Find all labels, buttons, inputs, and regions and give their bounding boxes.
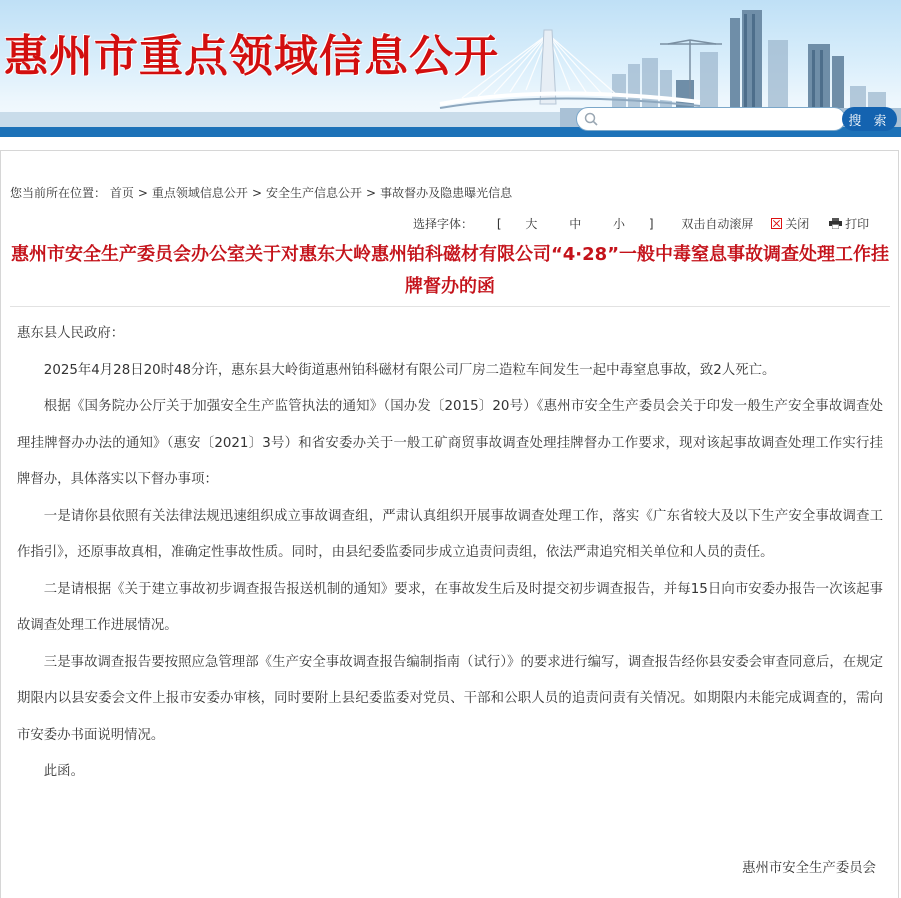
font-size-small[interactable]: 小: [613, 217, 626, 231]
font-size-medium[interactable]: 中: [569, 217, 582, 231]
breadcrumb-accident-supervision[interactable]: 事故督办及隐患曝光信息: [380, 186, 513, 200]
auto-scroll-toggle[interactable]: 双击自动滚屏: [681, 217, 754, 231]
print-label: 打印: [845, 217, 870, 231]
salutation: 惠东县人民政府：: [17, 326, 125, 341]
breadcrumb-separator: >: [137, 186, 148, 200]
breadcrumb-home[interactable]: 首页: [109, 186, 134, 200]
close-button[interactable]: [771, 217, 809, 231]
search-input[interactable]: [603, 110, 839, 130]
search-button[interactable]: 搜 索: [842, 107, 897, 131]
article-title: 惠州市安全生产委员会办公室关于对惠东大岭惠州铂科磁材有限公司“4·28”一般中毒窒息事故调查处理工作挂牌督办的函: [10, 244, 890, 297]
paragraph: 一是请你县依照有关法律法规迅速组织成立事故调查组，严肃认真组织开展事故调查处理工作，落实《广东省较大及以下生产安全事故调查工作指引》，还原事故真相，准确定性事故性质。同时，由县纪委监委同步成立追责问责组，依法严肃追究相关单位和人员的责任。: [17, 508, 883, 560]
font-size-large[interactable]: 大: [525, 217, 538, 231]
printer-icon: [829, 218, 842, 229]
search-icon: [583, 111, 599, 127]
close-label: 关闭: [785, 217, 810, 231]
title-divider: [10, 306, 890, 307]
search-box: [576, 107, 846, 131]
breadcrumb-key-areas[interactable]: 重点领域信息公开: [151, 186, 248, 200]
breadcrumb: [10, 184, 512, 201]
article-body: [17, 316, 883, 791]
paragraph: 2025年4月28日20时48分许，惠东县大岭街道惠州铂科磁材有限公司厂房二造粒车间发生一起中毒窒息事故，致2人死亡。: [43, 362, 776, 378]
article-toolbar: [413, 215, 869, 232]
bracket-close: ]: [648, 217, 654, 231]
print-button[interactable]: [829, 217, 869, 231]
font-size-label: 选择字体：: [413, 217, 474, 231]
article-container: [0, 150, 899, 898]
paragraph: 三是事故调查报告要按照应急管理部《生产安全事故调查报告编制指南（试行）》的要求进行编写，调查报告经你县安委会审查同意后，在规定期限内以县安委会文件上报市安委办审核，同时要附上县纪委监委对党员、干部和公职人员的追责问责有关情况。如期限内未能完成调查的，需向市安委办书面说明情况。: [17, 654, 883, 743]
bracket-open: [: [496, 217, 502, 231]
paragraph: 根据《国务院办公厅关于加强安全生产监管执法的通知》（国办发〔2015〕20号）《惠州市安全生产委员会关于印发一般生产安全事故调查处理挂牌督办办法的通知》（惠安〔2021〕3号）和省安委办关于一般工矿商贸事故调查处理挂牌督办工作要求，现对该起事故调查处理工作实行挂牌督办，具体落实以下督办事项：: [17, 399, 883, 487]
close-icon: [771, 218, 782, 229]
site-title: 惠州市重点领域信息公开: [4, 31, 499, 82]
breadcrumb-prefix: 您当前所在位置：: [10, 186, 107, 200]
breadcrumb-separator: >: [251, 186, 262, 200]
breadcrumb-safety-info[interactable]: 安全生产信息公开: [266, 186, 363, 200]
signature: 惠州市安全生产委员会: [742, 861, 876, 876]
site-banner: [0, 0, 901, 137]
paragraph: 二是请根据《关于建立事故初步调查报告报送机制的通知》要求，在事故发生后及时提交初步调查报告，并每15日向市安委办报告一次该起事故调查处理工作进展情况。: [17, 581, 883, 633]
closing: 此函。: [43, 764, 84, 779]
breadcrumb-separator: >: [366, 186, 377, 200]
